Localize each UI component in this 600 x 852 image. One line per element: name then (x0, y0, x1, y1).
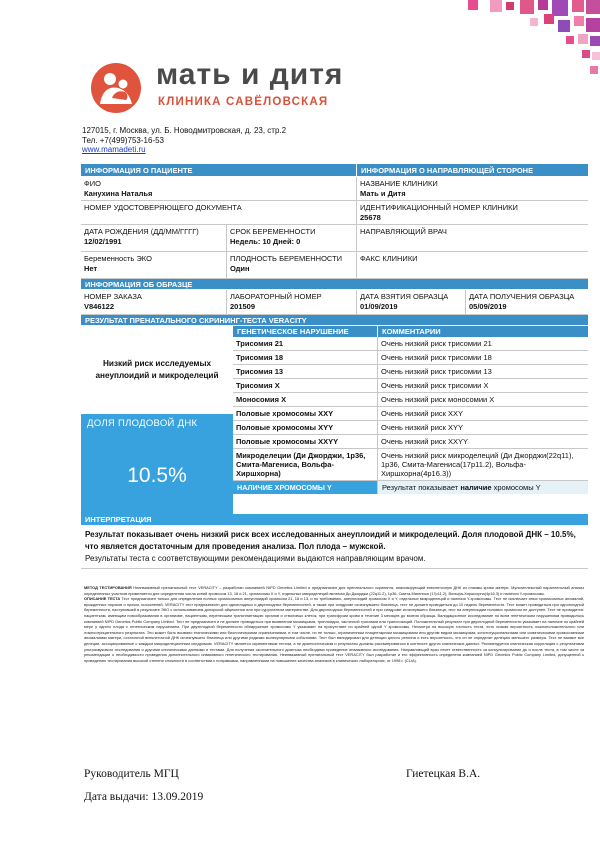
interpretation-body (81, 526, 588, 569)
term-cell (226, 225, 356, 252)
head-name: Гиетецкая В.А. (406, 768, 481, 780)
interpretation-header: ИНТЕРПРЕТАЦИЯ (81, 514, 588, 526)
results-summary-panel (81, 326, 233, 514)
plurality-label: ПЛОДНОСТЬ БЕРЕМЕННОСТИ (230, 254, 343, 263)
interpretation-main: Результат показывает очень низкий риск всех исследованных анеуплоидий и микроделеций. Доля плодовой ДНК – 10.5%, что является достаточным для проведения анализа. Пол плода – мужской. (85, 530, 576, 551)
disorder-comment: Очень низкий риск трисомии 21 (377, 337, 588, 350)
result-row (233, 365, 588, 379)
plurality-value: Один (230, 263, 250, 273)
clinic-name-cell (356, 177, 588, 201)
disorder-comment: Очень низкий риск трисомии 18 (377, 351, 588, 364)
interpretation-note: Результаты теста с соответствующими рекомендациями выдаются направляющим врачом. (85, 554, 426, 563)
clinic-subtitle: КЛИНИКА САВЁЛОВСКАЯ (158, 96, 329, 108)
disorder-comment: Очень низкий риск XXY (377, 407, 588, 420)
disorder-comment: Очень низкий риск трисомии X (377, 379, 588, 392)
head-label: Руководитель МГЦ (84, 768, 179, 780)
issue-date: Дата выдачи: 13.09.2019 (84, 791, 204, 803)
sample-received-value: 05/09/2019 (469, 301, 507, 311)
risk-summary: Низкий риск исследуемых анеуплоидий и микроделеций (95, 359, 219, 380)
col-comment-header: КОММЕНТАРИИ (377, 326, 588, 337)
dob-label: ДАТА РОЖДЕНИЯ (ДД/ММ/ГГГГ) (84, 227, 199, 236)
fax-label: ФАКС КЛИНИКИ (360, 254, 418, 263)
fetal-fraction-label: ДОЛЯ ПЛОДОВОЙ ДНК (87, 418, 198, 429)
eko-cell (81, 252, 226, 279)
y-chromosome-label: НАЛИЧИЕ ХРОМОСОМЫ Y (233, 481, 377, 494)
clinic-name-label: НАЗВАНИЕ КЛИНИКИ (360, 179, 438, 188)
sample-taken-cell (356, 290, 465, 315)
lab-number-value: 201509 (230, 301, 256, 311)
disorder-comment: Очень низкий риск микроделеций (Ди Джорджи(22q11), 1р36, Смита-Магениса(17p11.2), Вольфа-Хиршхорна(4p16.3)) (377, 449, 588, 480)
results-rows (233, 337, 588, 481)
doctor-label: НАПРАВЛЯЮЩИЙ ВРАЧ (360, 227, 447, 236)
result-row (233, 393, 588, 407)
disorder-name: Трисомия 18 (236, 353, 284, 362)
clinic-contacts (82, 126, 286, 155)
doctor-cell (356, 225, 588, 252)
patient-name-cell (81, 177, 356, 201)
fax-cell (356, 252, 588, 279)
lab-number-label: ЛАБОРАТОРНЫЙ НОМЕР (230, 292, 322, 301)
y-result-bold: наличие (460, 483, 492, 492)
patient-info-header: ИНФОРМАЦИЯ О ПАЦИЕНТЕ (81, 164, 356, 177)
dob-value: 12/02/1991 (84, 236, 122, 246)
disorder-name: Половые хромосомы XYY (236, 423, 334, 432)
sample-taken-label: ДАТА ВЗЯТИЯ ОБРАЗЦА (360, 292, 449, 301)
y-chromosome-row (233, 481, 588, 494)
result-row (233, 449, 588, 481)
order-number-value: V846122 (84, 301, 115, 311)
referrer-info-header: ИНФОРМАЦИЯ О НАПРАВЛЯЮЩЕЙ СТОРОНЕ (356, 164, 588, 177)
results-table-head (233, 326, 588, 337)
col-disorder-header: ГЕНЕТИЧЕСКОЕ НАРУШЕНИЕ (237, 327, 349, 336)
id-document-label: НОМЕР УДОСТОВЕРЯЮЩЕГО ДОКУМЕНТА (84, 203, 242, 212)
clinic-name-value: Мать и Дитя (360, 188, 406, 198)
test-description-title: ОПИСАНИЕ ТЕСТА (84, 596, 121, 602)
brand-name: мать и дитя (156, 58, 344, 91)
patient-name-value: Канухина Наталья (84, 188, 153, 198)
results-table (233, 326, 588, 514)
method-text: Неинвазивный пренатальный тест VERACITY – разработан компанией NIPD Genetics Limited и предназначен для пренатального скрининга, анализирующий внеклеточную ДНК из плазмы крови матери. Мультиплексный параллельный анализ определенных участков применяется для определения числа копий хромосом 13, 18 и 21, хромосомы X и Y, отдельных микроделеций включая Ди Джорджи (22q11.2), 1р36, Смита-Магениса (17p11.2), Вольфа-Хиршхорна(4p16.3) и наличия Y-хромосомы. (84, 585, 584, 596)
result-row (233, 407, 588, 421)
mother-child-logo-icon (90, 62, 142, 114)
order-number-label: НОМЕР ЗАКАЗА (84, 292, 142, 301)
order-number-cell (81, 290, 226, 315)
disorder-name: Микроделеции (Ди Джорджи, 1р36, Смита-Магениса, Вольфа-Хиршхорна) (236, 451, 366, 478)
y-chromosome-result (377, 481, 588, 494)
sample-received-label: ДАТА ПОЛУЧЕНИЯ ОБРАЗЦА (469, 292, 575, 301)
clinic-id-value: 25678 (360, 212, 381, 222)
clinic-phone: Тел. +7(499)753-16-53 (82, 135, 165, 145)
disorder-comment: Очень низкий риск XYY (377, 421, 588, 434)
dob-cell (81, 225, 226, 252)
clinic-logo (90, 58, 390, 116)
disorder-name: Трисомия 13 (236, 367, 284, 376)
result-row (233, 337, 588, 351)
result-row (233, 435, 588, 449)
disorder-name: Трисомия 21 (236, 339, 284, 348)
disorder-name: Половые хромосомы XXY (236, 409, 334, 418)
disorder-comment: Очень низкий риск XXYY (377, 435, 588, 448)
id-document-cell (81, 201, 356, 225)
disorder-comment: Очень низкий риск трисомии 13 (377, 365, 588, 378)
sample-taken-value: 01/09/2019 (360, 301, 398, 311)
results-header: РЕЗУЛЬТАТ ПРЕНАТАЛЬНОГО СКРИНИНГ-ТЕСТА VERACITY (81, 315, 588, 326)
disorder-name: Моносомия X (236, 395, 287, 404)
plurality-cell (226, 252, 356, 279)
disorder-name: Трисомия X (236, 381, 280, 390)
test-description-text: Тест предназначен только для определения полных хромосомных анеуплоидий хромосом 21, 18 и 13, и по требованию, анеуплоидий хромосом X и Y, отдельных микроделеций и наличия Y-хромосомы. Тест не исключает иных хромосомных аномалий, врожденных пороков и прочих осложнений. VERACITY тест предназначен для одноплодных и двухплодных беременностей, а также при синдроме исчезнувшего близнеца, тест не должен проводиться до 10 недель беременности. Тест может проводиться при одноплодной беременности, наступившей в результате ЭКО с использованием донорской яйцеклетки или при суррогатном материнстве. Для двухплодных беременностей и при синдроме исчезнувшего близнеца, тест на анеуплоидии половых хромосом не доступен. Тест не проводится: пациенткам, имеющим новообразования в организме, пациенткам, перенесшим трансплантацию органов и стволовых клеток, при трансфузии крови в течение 3 месяцев до взятия образца. Валидационное исследование по всем генетическим нарушениям проводилось компанией NIPD Genetics Public Company Limited. Тест не предназначен и не должен проводиться при выявлении мозаицизма, триплоидии, частичной трисомии или транслокаций. Положительный результат при двухплодной беременности указывает на наличие по крайней мере у одного плода с генетическим нарушением. При двухплодной беременности обнаружение хромосомы Y указывает на присутствие по крайней одной Y хромосомы. Несмотря на высокую точность теста, есть низкая вероятность ложноположительного или ложноотрицательного результата. Это может быть вызвано техническими или биологическими ограничениями, в том числе, но не только, ограниченным плацентарным мозаицизмом или другим видом мозаицизма, конституциональными или соматическими хромосомными аномалиями матери, остаточной внеклеточной ДНК исчезнувшего близнеца или другими редкими молекулярными событиями. Тест был валидирован для детекции целого региона и есть вероятность, что он не определит делецию меньшего размера. Тест не выявит все делеции, ассоциированные с каждым микроделеционным синдромом. VERACITY является скрининговым тестом, а не диагностическим и результаты должны рассматриваться в контексте других клинических данных. Рекомендуется клиническая корреляция с результатами ультразвукового исследования и другими клиническими данными и тестами. Для получения окончательного диагноза необходимо проведение инвазивного исследования. Направляющий врач несет ответственность за консультирование до и после теста, в том числе за рекомендации о необходимости проведения дополнительного инвазивного генетического тестирования. Неинвазивный пренатальный тест VERACITY был разработан и его эффективность определена компанией NIPD Genetics Public Company Limited, допущенной к проведению тестирования высокой степени сложности в соответствии с поправками, направленными на повышение качества анализов в клинических лабораториях, от 1998 г. (CLIA). (84, 596, 584, 663)
corner-decoration (460, 0, 600, 80)
y-result-pre: Результат показывает (382, 483, 461, 492)
method-title: МЕТОД ТЕСТИРОВАНИЯ (84, 585, 132, 590)
term-value: Недель: 10 Дней: 0 (230, 236, 301, 246)
lab-number-cell (226, 290, 356, 315)
clinic-id-cell (356, 201, 588, 225)
report-sheet (81, 164, 588, 569)
fetal-fraction-value: 10.5% (127, 464, 187, 487)
y-result-post: хромосомы Y (491, 483, 541, 492)
clinic-id-label: ИДЕНТИФИКАЦИОННЫЙ НОМЕР КЛИНИКИ (360, 203, 518, 212)
clinic-website-link[interactable]: www.mamadeti.ru (82, 145, 146, 154)
disorder-name: Половые хромосомы XXYY (236, 437, 339, 446)
sample-info-header: ИНФОРМАЦИЯ ОБ ОБРАЗЦЕ (81, 279, 588, 290)
clinic-address: 127015, г. Москва, ул. Б. Новодмитровская, д. 23, стр.2 (82, 126, 287, 135)
result-row (233, 421, 588, 435)
eko-label: Беременность ЭКО (84, 254, 152, 263)
result-row (233, 351, 588, 365)
method-description (84, 585, 584, 663)
term-label: СРОК БЕРЕМЕННОСТИ (230, 227, 316, 236)
sample-received-cell (465, 290, 588, 315)
disorder-comment: Очень низкий риск моносомии X (377, 393, 588, 406)
fetal-fraction-box (81, 414, 233, 514)
patient-name-label: ФИО (84, 179, 101, 188)
eko-value: Нет (84, 263, 98, 273)
result-row (233, 379, 588, 393)
